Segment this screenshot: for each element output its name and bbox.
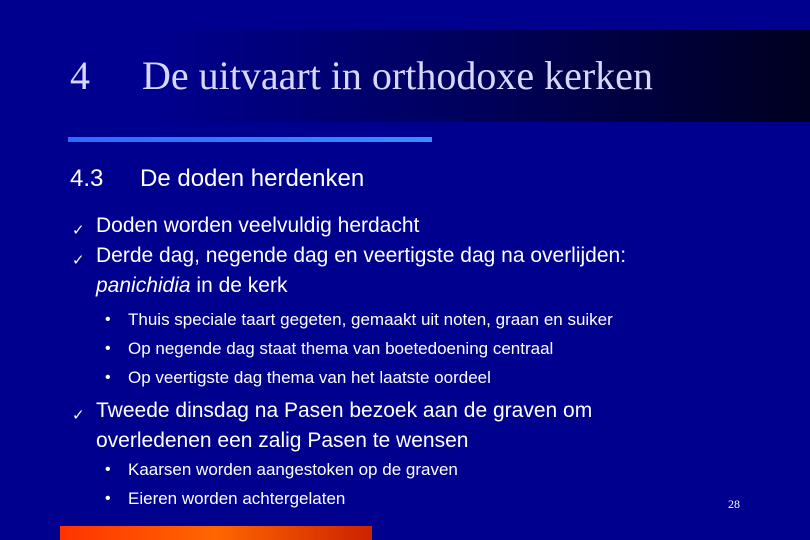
sub-bullet-dot: • — [105, 311, 111, 328]
bullet-item: Derde dag, negende dag en veertigste dag na overlijden: — [96, 244, 627, 267]
title-underline — [68, 137, 432, 142]
section-title: De doden herdenken — [140, 165, 365, 192]
sub-bullet-item: Thuis speciale taart gegeten, gemaakt uit noten, graan en suiker — [128, 310, 613, 329]
checkmark-icon: ✓ — [72, 406, 85, 424]
italic-term: panichidia — [96, 274, 191, 297]
sub-bullet-dot: • — [105, 369, 111, 386]
bullet-item: Tweede dinsdag na Pasen bezoek aan de graven om — [96, 399, 593, 422]
bullet-item: Doden worden veelvuldig herdacht — [96, 214, 420, 237]
sub-bullet-item: Eieren worden achtergelaten — [128, 489, 346, 508]
sub-bullet-dot: • — [105, 461, 111, 478]
bullet-item-continuation: overledenen een zalig Pasen te wensen — [96, 429, 469, 452]
bullet-item-continuation — [96, 271, 287, 301]
sub-bullet-item: Op negende dag staat thema van boetedoening centraal — [128, 339, 554, 358]
checkmark-icon: ✓ — [72, 221, 85, 239]
page-number: 28 — [728, 497, 740, 511]
checkmark-icon: ✓ — [72, 251, 85, 269]
title-number: 4 — [70, 53, 90, 98]
slide-title: De uitvaart in orthodoxe kerken — [142, 53, 653, 98]
bullet-item-rest: in de kerk — [190, 274, 288, 297]
sub-bullet-item: Kaarsen worden aangestoken op de graven — [128, 460, 458, 479]
section-number: 4.3 — [70, 165, 104, 192]
bottom-accent-bar — [60, 526, 372, 540]
sub-bullet-dot: • — [105, 490, 111, 507]
sub-bullet-dot: • — [105, 340, 111, 357]
sub-bullet-item: Op veertigste dag thema van het laatste oordeel — [128, 368, 491, 387]
